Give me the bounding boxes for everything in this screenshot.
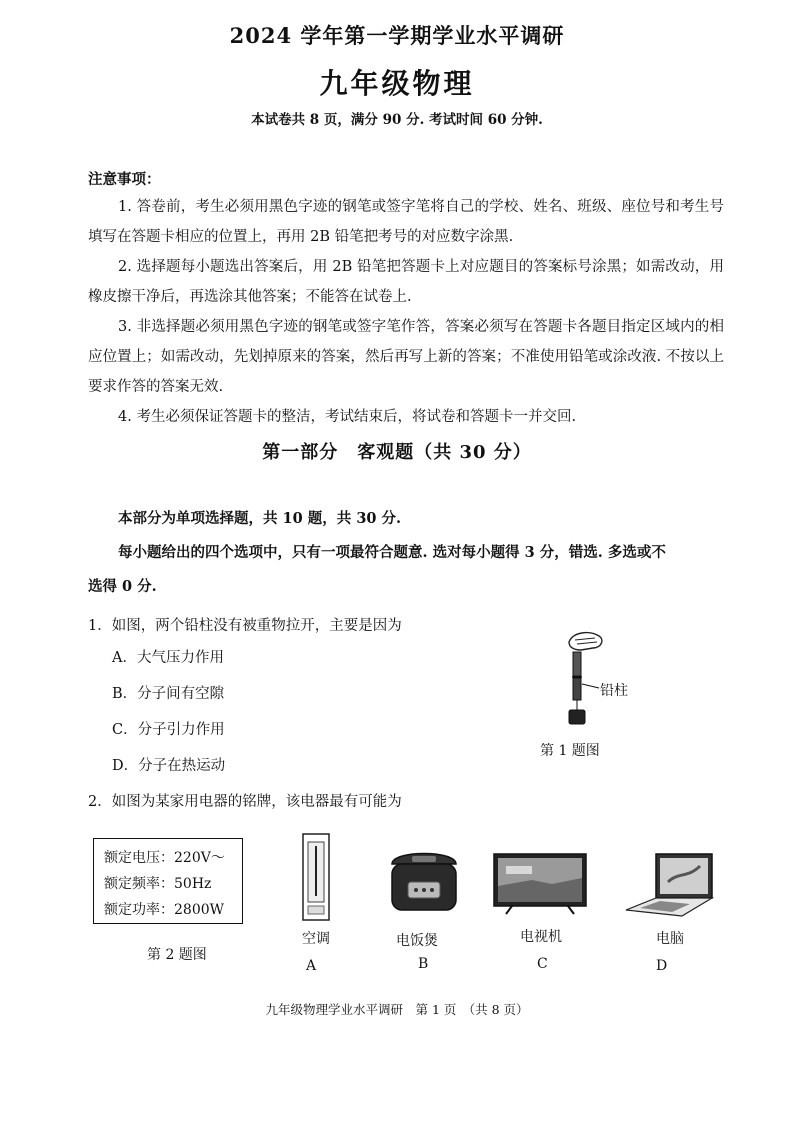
section-intro	[88, 502, 724, 604]
notes-list	[88, 192, 724, 432]
question-1-stem: 1．如图，两个铅柱没有被重物拉开，主要是因为	[88, 618, 402, 634]
exam-info: 本试卷共 8 页，满分 90 分. 考试时间 60 分钟.	[251, 112, 543, 128]
q1-option-c: C．分子引力作用	[112, 722, 225, 738]
note-item: 4. 考生必须保证答题卡的整洁，考试结束后，将试卷和答题卡一并交回.	[118, 409, 577, 425]
rice-cooker-icon	[386, 842, 462, 918]
choice-d-letter: D	[656, 958, 668, 974]
q1-option-a: A．大气压力作用	[112, 650, 224, 666]
q1-option-d: D．分子在热运动	[112, 758, 226, 774]
appliance-nameplate	[93, 838, 243, 924]
subject-title: 九年级物理	[319, 67, 475, 100]
rated-frequency: 额定频率：50Hz	[104, 876, 212, 892]
rated-voltage: 额定电压：220V～	[104, 850, 225, 866]
choice-d-name: 电脑	[656, 931, 684, 947]
intro-line: 本部分为单项选择题，共 10 题，共 30 分.	[118, 510, 402, 527]
exam-title: 2024 学年第一学期学业水平调研	[229, 23, 565, 48]
figure-2-caption: 第 2 题图	[147, 947, 207, 963]
page-footer: 九年级物理学业水平调研 第 1 页 （共 8 页）	[265, 1002, 529, 1017]
note-item: 1. 答卷前，考生必须用黑色字迹的钢笔或签字笔将自己的学校、姓名、班级、座位号和考生号填写在答题卡相应的位置上，再用 2B 铅笔把考号的对应数字涂黑.	[88, 199, 724, 245]
choice-a-letter: A	[306, 958, 317, 974]
notes-heading: 注意事项：	[88, 171, 161, 188]
q1-option-b: B．分子间有空隙	[112, 686, 225, 702]
choice-b-letter: B	[418, 956, 429, 972]
intro-line: 选得 0 分.	[88, 578, 157, 595]
lead-cylinder-label: 铅柱	[600, 683, 628, 699]
television-icon	[492, 852, 588, 916]
choice-c-name: 电视机	[520, 929, 562, 945]
intro-line: 每小题给出的四个选项中，只有一项最符合题意. 选对每小题得 3 分，错选. 多选或不	[118, 544, 666, 561]
choice-c-letter: C	[537, 956, 548, 972]
choice-a-name: 空调	[302, 931, 330, 947]
air-conditioner-icon	[301, 832, 331, 922]
choice-b-name: 电饭煲	[396, 933, 438, 949]
figure-1-caption: 第 1 题图	[540, 743, 600, 759]
rated-power: 额定功率：2800W	[104, 902, 225, 918]
question-2-stem: 2．如图为某家用电器的铭牌，该电器最有可能为	[88, 794, 402, 810]
laptop-icon	[622, 852, 718, 920]
note-item: 3. 非选择题必须用黑色字迹的钢笔或签字笔作答，答案必须写在答题卡各题目指定区域内的相应位置上；如需改动，先划掉原来的答案，然后再写上新的答案；不准使用铅笔或涂改液. 不按以上要求作答的答案无效.	[88, 319, 724, 395]
section-title: 第一部分 客观题（共 30 分）	[262, 442, 532, 463]
note-item: 2. 选择题每小题选出答案后，用 2B 铅笔把答题卡上对应题目的答案标号涂黑；如需改动，用橡皮擦干净后，再选涂其他答案；不能答在试卷上.	[88, 259, 724, 305]
